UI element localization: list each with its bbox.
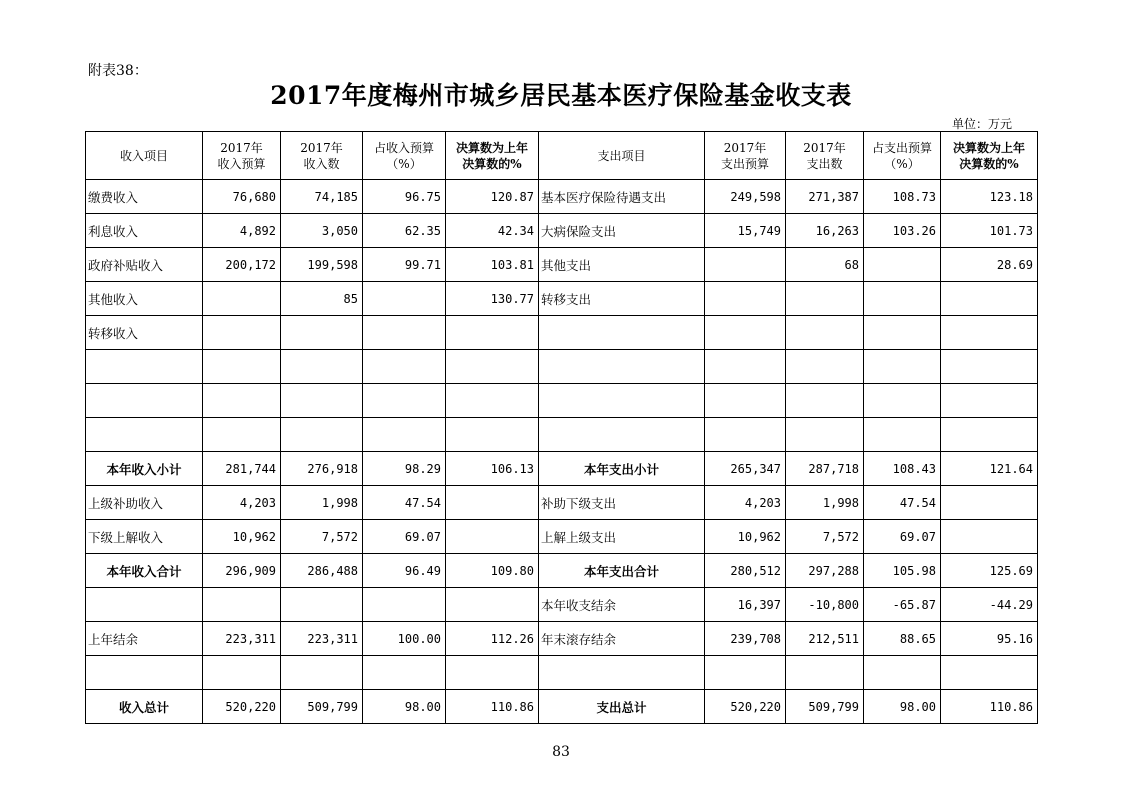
- cell-expense-pct-prev: 101.73: [941, 214, 1038, 248]
- cell-expense-item: 支出总计: [539, 690, 705, 724]
- cell-expense-budget: [705, 384, 786, 418]
- table-row: [86, 554, 1038, 588]
- cell-expense-item: 基本医疗保险待遇支出: [539, 180, 705, 214]
- header-expense-actual: 2017年 支出数: [786, 132, 864, 180]
- cell-expense-pct-prev: 123.18: [941, 180, 1038, 214]
- cell-income-actual: [281, 656, 363, 690]
- cell-expense-pct-budget: 108.73: [864, 180, 941, 214]
- cell-expense-budget: [705, 248, 786, 282]
- cell-expense-actual: 212,511: [786, 622, 864, 656]
- cell-income-item: 利息收入: [86, 214, 203, 248]
- cell-expense-budget: [705, 350, 786, 384]
- cell-income-actual: 276,918: [281, 452, 363, 486]
- cell-expense-actual: 287,718: [786, 452, 864, 486]
- cell-income-pct-prev: 130.77: [446, 282, 539, 316]
- cell-expense-actual: 68: [786, 248, 864, 282]
- cell-income-pct-prev: 120.87: [446, 180, 539, 214]
- cell-income-pct-budget: [363, 282, 446, 316]
- table-row: [86, 520, 1038, 554]
- cell-income-pct-prev: [446, 486, 539, 520]
- table-row: [86, 418, 1038, 452]
- cell-income-item: 转移收入: [86, 316, 203, 350]
- cell-income-budget: 10,962: [203, 520, 281, 554]
- cell-expense-pct-prev: 95.16: [941, 622, 1038, 656]
- table-row: [86, 316, 1038, 350]
- cell-income-item: [86, 384, 203, 418]
- cell-income-budget: 296,909: [203, 554, 281, 588]
- cell-expense-actual: [786, 384, 864, 418]
- table-row: [86, 622, 1038, 656]
- cell-expense-item: 其他支出: [539, 248, 705, 282]
- cell-expense-pct-prev: [941, 384, 1038, 418]
- cell-expense-pct-budget: -65.87: [864, 588, 941, 622]
- cell-expense-pct-budget: 108.43: [864, 452, 941, 486]
- cell-income-actual: 509,799: [281, 690, 363, 724]
- cell-income-pct-prev: 103.81: [446, 248, 539, 282]
- cell-expense-pct-budget: [864, 350, 941, 384]
- cell-income-pct-budget: [363, 316, 446, 350]
- cell-income-pct-prev: [446, 316, 539, 350]
- table-row: [86, 248, 1038, 282]
- cell-expense-pct-prev: [941, 418, 1038, 452]
- cell-expense-pct-budget: [864, 656, 941, 690]
- cell-income-item: 缴费收入: [86, 180, 203, 214]
- cell-income-actual: 3,050: [281, 214, 363, 248]
- cell-expense-pct-budget: [864, 418, 941, 452]
- cell-income-actual: [281, 418, 363, 452]
- cell-expense-actual: 16,263: [786, 214, 864, 248]
- cell-expense-actual: [786, 418, 864, 452]
- cell-expense-pct-budget: [864, 282, 941, 316]
- cell-expense-pct-budget: [864, 248, 941, 282]
- cell-expense-pct-prev: 121.64: [941, 452, 1038, 486]
- cell-expense-budget: 265,347: [705, 452, 786, 486]
- cell-expense-item: 上解上级支出: [539, 520, 705, 554]
- cell-income-actual: 85: [281, 282, 363, 316]
- fund-table: [85, 131, 1038, 724]
- table-row: [86, 350, 1038, 384]
- cell-expense-item: [539, 384, 705, 418]
- cell-expense-pct-budget: 88.65: [864, 622, 941, 656]
- cell-income-budget: [203, 588, 281, 622]
- cell-expense-actual: [786, 350, 864, 384]
- cell-expense-item: 转移支出: [539, 282, 705, 316]
- cell-income-pct-budget: 99.71: [363, 248, 446, 282]
- cell-expense-pct-prev: [941, 520, 1038, 554]
- cell-expense-actual: 271,387: [786, 180, 864, 214]
- cell-income-pct-prev: 42.34: [446, 214, 539, 248]
- cell-expense-budget: 280,512: [705, 554, 786, 588]
- cell-income-actual: [281, 316, 363, 350]
- cell-expense-pct-prev: [941, 350, 1038, 384]
- cell-expense-item: [539, 656, 705, 690]
- cell-expense-budget: 239,708: [705, 622, 786, 656]
- cell-income-budget: [203, 316, 281, 350]
- cell-income-actual: 199,598: [281, 248, 363, 282]
- cell-income-item: [86, 588, 203, 622]
- cell-income-item: 政府补贴收入: [86, 248, 203, 282]
- cell-income-actual: [281, 384, 363, 418]
- cell-income-item: [86, 350, 203, 384]
- table-header-row: [86, 132, 1038, 180]
- header-expense-item: 支出项目: [539, 132, 705, 180]
- cell-income-pct-budget: 47.54: [363, 486, 446, 520]
- cell-expense-budget: 15,749: [705, 214, 786, 248]
- cell-income-budget: 281,744: [203, 452, 281, 486]
- cell-expense-budget: [705, 656, 786, 690]
- cell-expense-budget: [705, 282, 786, 316]
- cell-income-pct-budget: [363, 656, 446, 690]
- header-income-actual: 2017年 收入数: [281, 132, 363, 180]
- cell-expense-budget: [705, 418, 786, 452]
- cell-expense-item: 补助下级支出: [539, 486, 705, 520]
- cell-expense-budget: 520,220: [705, 690, 786, 724]
- page-number: 83: [552, 744, 570, 760]
- cell-expense-actual: 297,288: [786, 554, 864, 588]
- cell-income-pct-prev: [446, 588, 539, 622]
- table-row: [86, 656, 1038, 690]
- cell-expense-pct-budget: 103.26: [864, 214, 941, 248]
- cell-income-pct-budget: [363, 588, 446, 622]
- cell-income-budget: 223,311: [203, 622, 281, 656]
- cell-income-pct-budget: 100.00: [363, 622, 446, 656]
- cell-expense-item: 本年收支结余: [539, 588, 705, 622]
- attachment-label: 附表38：: [88, 63, 148, 79]
- cell-expense-budget: 10,962: [705, 520, 786, 554]
- cell-expense-item: [539, 316, 705, 350]
- cell-income-pct-budget: 69.07: [363, 520, 446, 554]
- cell-income-budget: 4,892: [203, 214, 281, 248]
- cell-expense-pct-prev: [941, 656, 1038, 690]
- table-row: [86, 588, 1038, 622]
- cell-expense-item: 本年支出小计: [539, 452, 705, 486]
- cell-income-actual: [281, 350, 363, 384]
- cell-expense-budget: 4,203: [705, 486, 786, 520]
- cell-expense-pct-prev: [941, 316, 1038, 350]
- unit-label: 单位：万元: [951, 117, 1012, 131]
- cell-expense-item: 大病保险支出: [539, 214, 705, 248]
- cell-income-pct-prev: 112.26: [446, 622, 539, 656]
- cell-expense-pct-prev: [941, 282, 1038, 316]
- header-income-budget: 2017年 收入预算: [203, 132, 281, 180]
- cell-income-actual: 286,488: [281, 554, 363, 588]
- cell-income-pct-budget: 96.49: [363, 554, 446, 588]
- cell-income-actual: 223,311: [281, 622, 363, 656]
- cell-income-budget: [203, 350, 281, 384]
- table-row: [86, 384, 1038, 418]
- cell-income-item: 上级补助收入: [86, 486, 203, 520]
- cell-income-pct-prev: 110.86: [446, 690, 539, 724]
- cell-expense-item: [539, 418, 705, 452]
- cell-expense-item: 本年支出合计: [539, 554, 705, 588]
- cell-expense-pct-budget: 105.98: [864, 554, 941, 588]
- cell-income-item: 下级上解收入: [86, 520, 203, 554]
- header-income-pct-budget: 占收入预算 （%）: [363, 132, 446, 180]
- cell-expense-pct-budget: [864, 316, 941, 350]
- cell-expense-actual: 7,572: [786, 520, 864, 554]
- cell-expense-actual: 509,799: [786, 690, 864, 724]
- cell-income-budget: 520,220: [203, 690, 281, 724]
- cell-expense-actual: 1,998: [786, 486, 864, 520]
- cell-income-pct-budget: 98.29: [363, 452, 446, 486]
- cell-expense-pct-budget: 47.54: [864, 486, 941, 520]
- cell-income-actual: 7,572: [281, 520, 363, 554]
- table-row: [86, 180, 1038, 214]
- cell-expense-budget: 16,397: [705, 588, 786, 622]
- cell-expense-actual: -10,800: [786, 588, 864, 622]
- cell-income-pct-prev: [446, 520, 539, 554]
- cell-income-item: 上年结余: [86, 622, 203, 656]
- cell-income-budget: [203, 384, 281, 418]
- cell-income-pct-prev: [446, 384, 539, 418]
- cell-expense-pct-prev: 28.69: [941, 248, 1038, 282]
- cell-income-pct-budget: [363, 350, 446, 384]
- cell-income-pct-prev: [446, 418, 539, 452]
- cell-expense-pct-prev: -44.29: [941, 588, 1038, 622]
- cell-expense-pct-prev: [941, 486, 1038, 520]
- cell-income-item: 收入总计: [86, 690, 203, 724]
- cell-expense-pct-budget: 98.00: [864, 690, 941, 724]
- page-title: 2017年度梅州市城乡居民基本医疗保险基金收支表: [270, 81, 852, 110]
- cell-expense-budget: [705, 316, 786, 350]
- cell-income-item: 本年收入合计: [86, 554, 203, 588]
- cell-income-budget: [203, 282, 281, 316]
- cell-income-actual: 74,185: [281, 180, 363, 214]
- cell-expense-item: [539, 350, 705, 384]
- cell-income-pct-budget: 62.35: [363, 214, 446, 248]
- cell-income-actual: 1,998: [281, 486, 363, 520]
- cell-income-pct-prev: 106.13: [446, 452, 539, 486]
- cell-expense-pct-budget: [864, 384, 941, 418]
- cell-expense-item: 年末滚存结余: [539, 622, 705, 656]
- cell-income-pct-prev: [446, 656, 539, 690]
- table-row: [86, 486, 1038, 520]
- header-expense-budget: 2017年 支出预算: [705, 132, 786, 180]
- cell-income-pct-budget: 98.00: [363, 690, 446, 724]
- cell-expense-actual: [786, 282, 864, 316]
- cell-expense-pct-prev: 125.69: [941, 554, 1038, 588]
- cell-income-pct-prev: [446, 350, 539, 384]
- cell-income-actual: [281, 588, 363, 622]
- cell-expense-pct-prev: 110.86: [941, 690, 1038, 724]
- cell-income-budget: 76,680: [203, 180, 281, 214]
- cell-income-budget: 200,172: [203, 248, 281, 282]
- header-expense-pct-prev: 决算数为上年 决算数的%: [941, 132, 1038, 180]
- cell-expense-actual: [786, 316, 864, 350]
- cell-income-item: [86, 418, 203, 452]
- cell-income-item: 本年收入小计: [86, 452, 203, 486]
- cell-income-pct-budget: [363, 384, 446, 418]
- cell-income-pct-prev: 109.80: [446, 554, 539, 588]
- cell-income-budget: [203, 656, 281, 690]
- table-row: [86, 214, 1038, 248]
- cell-income-pct-budget: [363, 418, 446, 452]
- header-income-item: 收入项目: [86, 132, 203, 180]
- cell-income-budget: [203, 418, 281, 452]
- cell-income-pct-budget: 96.75: [363, 180, 446, 214]
- header-income-pct-prev: 决算数为上年 决算数的%: [446, 132, 539, 180]
- cell-expense-pct-budget: 69.07: [864, 520, 941, 554]
- header-expense-pct-budget: 占支出预算 （%）: [864, 132, 941, 180]
- table-row: [86, 690, 1038, 724]
- cell-expense-budget: 249,598: [705, 180, 786, 214]
- cell-expense-actual: [786, 656, 864, 690]
- cell-income-item: 其他收入: [86, 282, 203, 316]
- cell-income-item: [86, 656, 203, 690]
- table-row: [86, 282, 1038, 316]
- table-row: [86, 452, 1038, 486]
- cell-income-budget: 4,203: [203, 486, 281, 520]
